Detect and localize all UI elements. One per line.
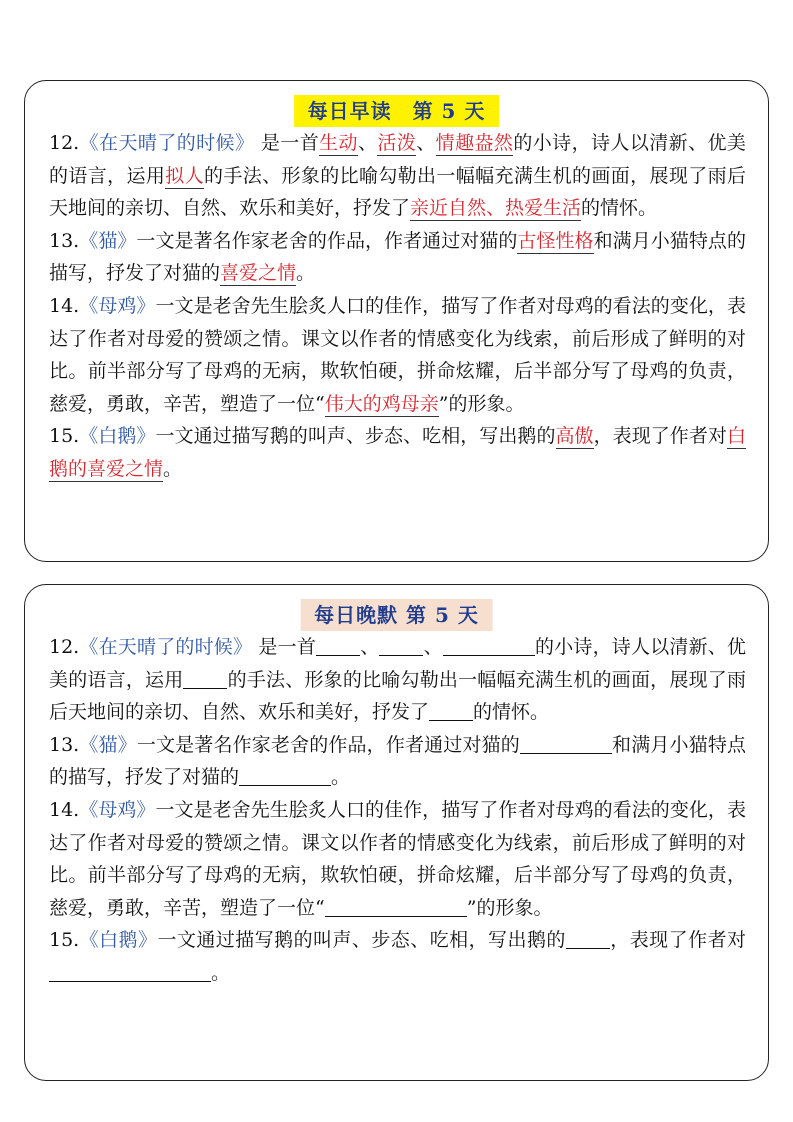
evening-item-12 (49, 631, 746, 729)
evening-item-15 (49, 924, 746, 989)
item-number: 15. (49, 929, 80, 952)
item-number: 12. (49, 132, 80, 154)
item-text: 一文通过描写鹅的叫声、步态、吃相，写出鹅的 (155, 425, 556, 448)
answer-text: 喜爱之情 (220, 262, 297, 285)
item-number: 13. (49, 733, 80, 756)
morning-reading-content (49, 127, 746, 486)
lesson-title: 《猫》 (79, 229, 137, 252)
answer-text: 拟人 (165, 164, 204, 187)
evening-dictation-panel (24, 584, 769, 1081)
answer-text: 活泼 (377, 132, 417, 154)
item-text: 和满月小猫特点的描写，抒发了对猫的 (49, 733, 746, 789)
answer-text: 古怪性格 (517, 229, 594, 252)
item-text: 。 (296, 262, 316, 285)
blank-line[interactable] (379, 635, 423, 656)
answer-text: 亲近自然、热爱生活 (410, 197, 582, 220)
item-text: 的小诗，诗人以清新、优美的语言，运用 (49, 132, 746, 187)
blank-line[interactable] (566, 928, 610, 949)
evening-dictation-content (49, 631, 746, 990)
lesson-title: 《猫》 (79, 733, 137, 756)
item-text: ”的形象。 (466, 896, 553, 919)
item-text: 的手法、形象的比喻勾勒出一幅幅充满生机的画面，展现了雨后天地间的亲切、自然、欢乐和美好，抒发了 (49, 668, 746, 724)
item-text: 一文是老舍先生脍炙人口的佳作，描写了作者对母鸡的看法的变化，表达了作者对母爱的赞颂之情。课文以作者的情感变化为线索，前后形成了鲜明的对比。前半部分写了母鸡的无病，欺软怕硬，拼命炫耀，后半部分写了母鸡的负责，慈爱，勇敢，辛苦，塑造了一位“ (49, 294, 746, 415)
blank-line[interactable] (49, 961, 211, 982)
item-text: 一文是著名作家老舍的作品，作者通过对猫的 (136, 229, 518, 252)
item-number: 12. (49, 636, 80, 658)
item-text: 的情怀。 (581, 197, 658, 220)
item-text: 是一首 (252, 636, 317, 658)
open-quote: “ (315, 896, 325, 919)
item-text: ”的形象。 (438, 392, 525, 415)
morning-item-12 (49, 127, 746, 225)
item-number: 15. (49, 425, 80, 448)
lesson-title: 《白鹅》 (79, 425, 156, 448)
item-text: ，表现了作者对 (609, 929, 746, 952)
separator: 、 (416, 132, 436, 154)
item-text: 。 (211, 961, 231, 984)
lesson-title: 《在天晴了的时候》 (79, 132, 255, 154)
blank-line[interactable] (520, 733, 612, 754)
separator: 、 (360, 636, 380, 658)
item-text: 是一首 (254, 132, 320, 154)
separator: 、 (423, 636, 443, 658)
morning-reading-panel (24, 80, 769, 562)
lesson-title: 《白鹅》 (79, 929, 158, 952)
blank-line[interactable] (443, 635, 535, 656)
item-number: 14. (49, 798, 80, 821)
item-number: 14. (49, 294, 80, 317)
lesson-title: 《母鸡》 (79, 798, 156, 821)
morning-item-15 (49, 420, 746, 485)
answer-text: 生动 (319, 132, 358, 154)
answer-text: 白鹅的喜爱之情 (49, 425, 746, 480)
blank-line[interactable] (316, 635, 360, 656)
evening-item-13 (49, 729, 746, 794)
item-number: 13. (49, 229, 80, 252)
morning-item-13 (49, 225, 746, 290)
answer-text: 伟大的鸡母亲 (324, 392, 439, 415)
item-text: 的小诗，诗人以清新、优美的语言，运用 (49, 636, 746, 691)
item-text: 和满月小猫特点的描写，抒发了对猫的 (49, 229, 746, 285)
blank-line[interactable] (239, 765, 331, 786)
evening-item-14 (49, 794, 746, 924)
blank-line[interactable] (325, 896, 467, 917)
morning-reading-title: 每日早读 第 5 天 (294, 95, 500, 127)
item-text: 一文是著名作家老舍的作品，作者通过对猫的 (136, 733, 520, 756)
blank-line[interactable] (429, 700, 473, 721)
item-text: 的手法、形象的比喻勾勒出一幅幅充满生机的画面，展现了雨后天地间的亲切、自然、欢乐和美好，抒发了 (49, 164, 746, 220)
separator: 、 (357, 132, 378, 154)
evening-dictation-title: 每日晚默 第 5 天 (300, 599, 493, 631)
item-text: 的情怀。 (473, 701, 550, 724)
item-text: 。 (331, 766, 351, 789)
lesson-title: 《母鸡》 (79, 294, 156, 317)
answer-text: 高傲 (555, 425, 594, 448)
blank-line[interactable] (183, 668, 227, 689)
item-text: ，表现了作者对 (593, 425, 727, 448)
morning-item-14 (49, 290, 746, 420)
item-text: 一文通过描写鹅的叫声、步态、吃相，写出鹅的 (157, 929, 566, 952)
item-text: 。 (163, 457, 183, 480)
item-text: 一文是老舍先生脍炙人口的佳作，描写了作者对母鸡的看法的变化，表达了作者对母爱的赞颂之情。课文以作者的情感变化为线索，前后形成了鲜明的对比。前半部分写了母鸡的无病，欺软怕硬，拼命炫耀，后半部分写了母鸡的负责，慈爱，勇敢，辛苦，塑造了一位 (49, 798, 746, 919)
lesson-title: 《在天晴了的时候》 (79, 636, 253, 658)
answer-text: 情趣盎然 (435, 132, 514, 154)
